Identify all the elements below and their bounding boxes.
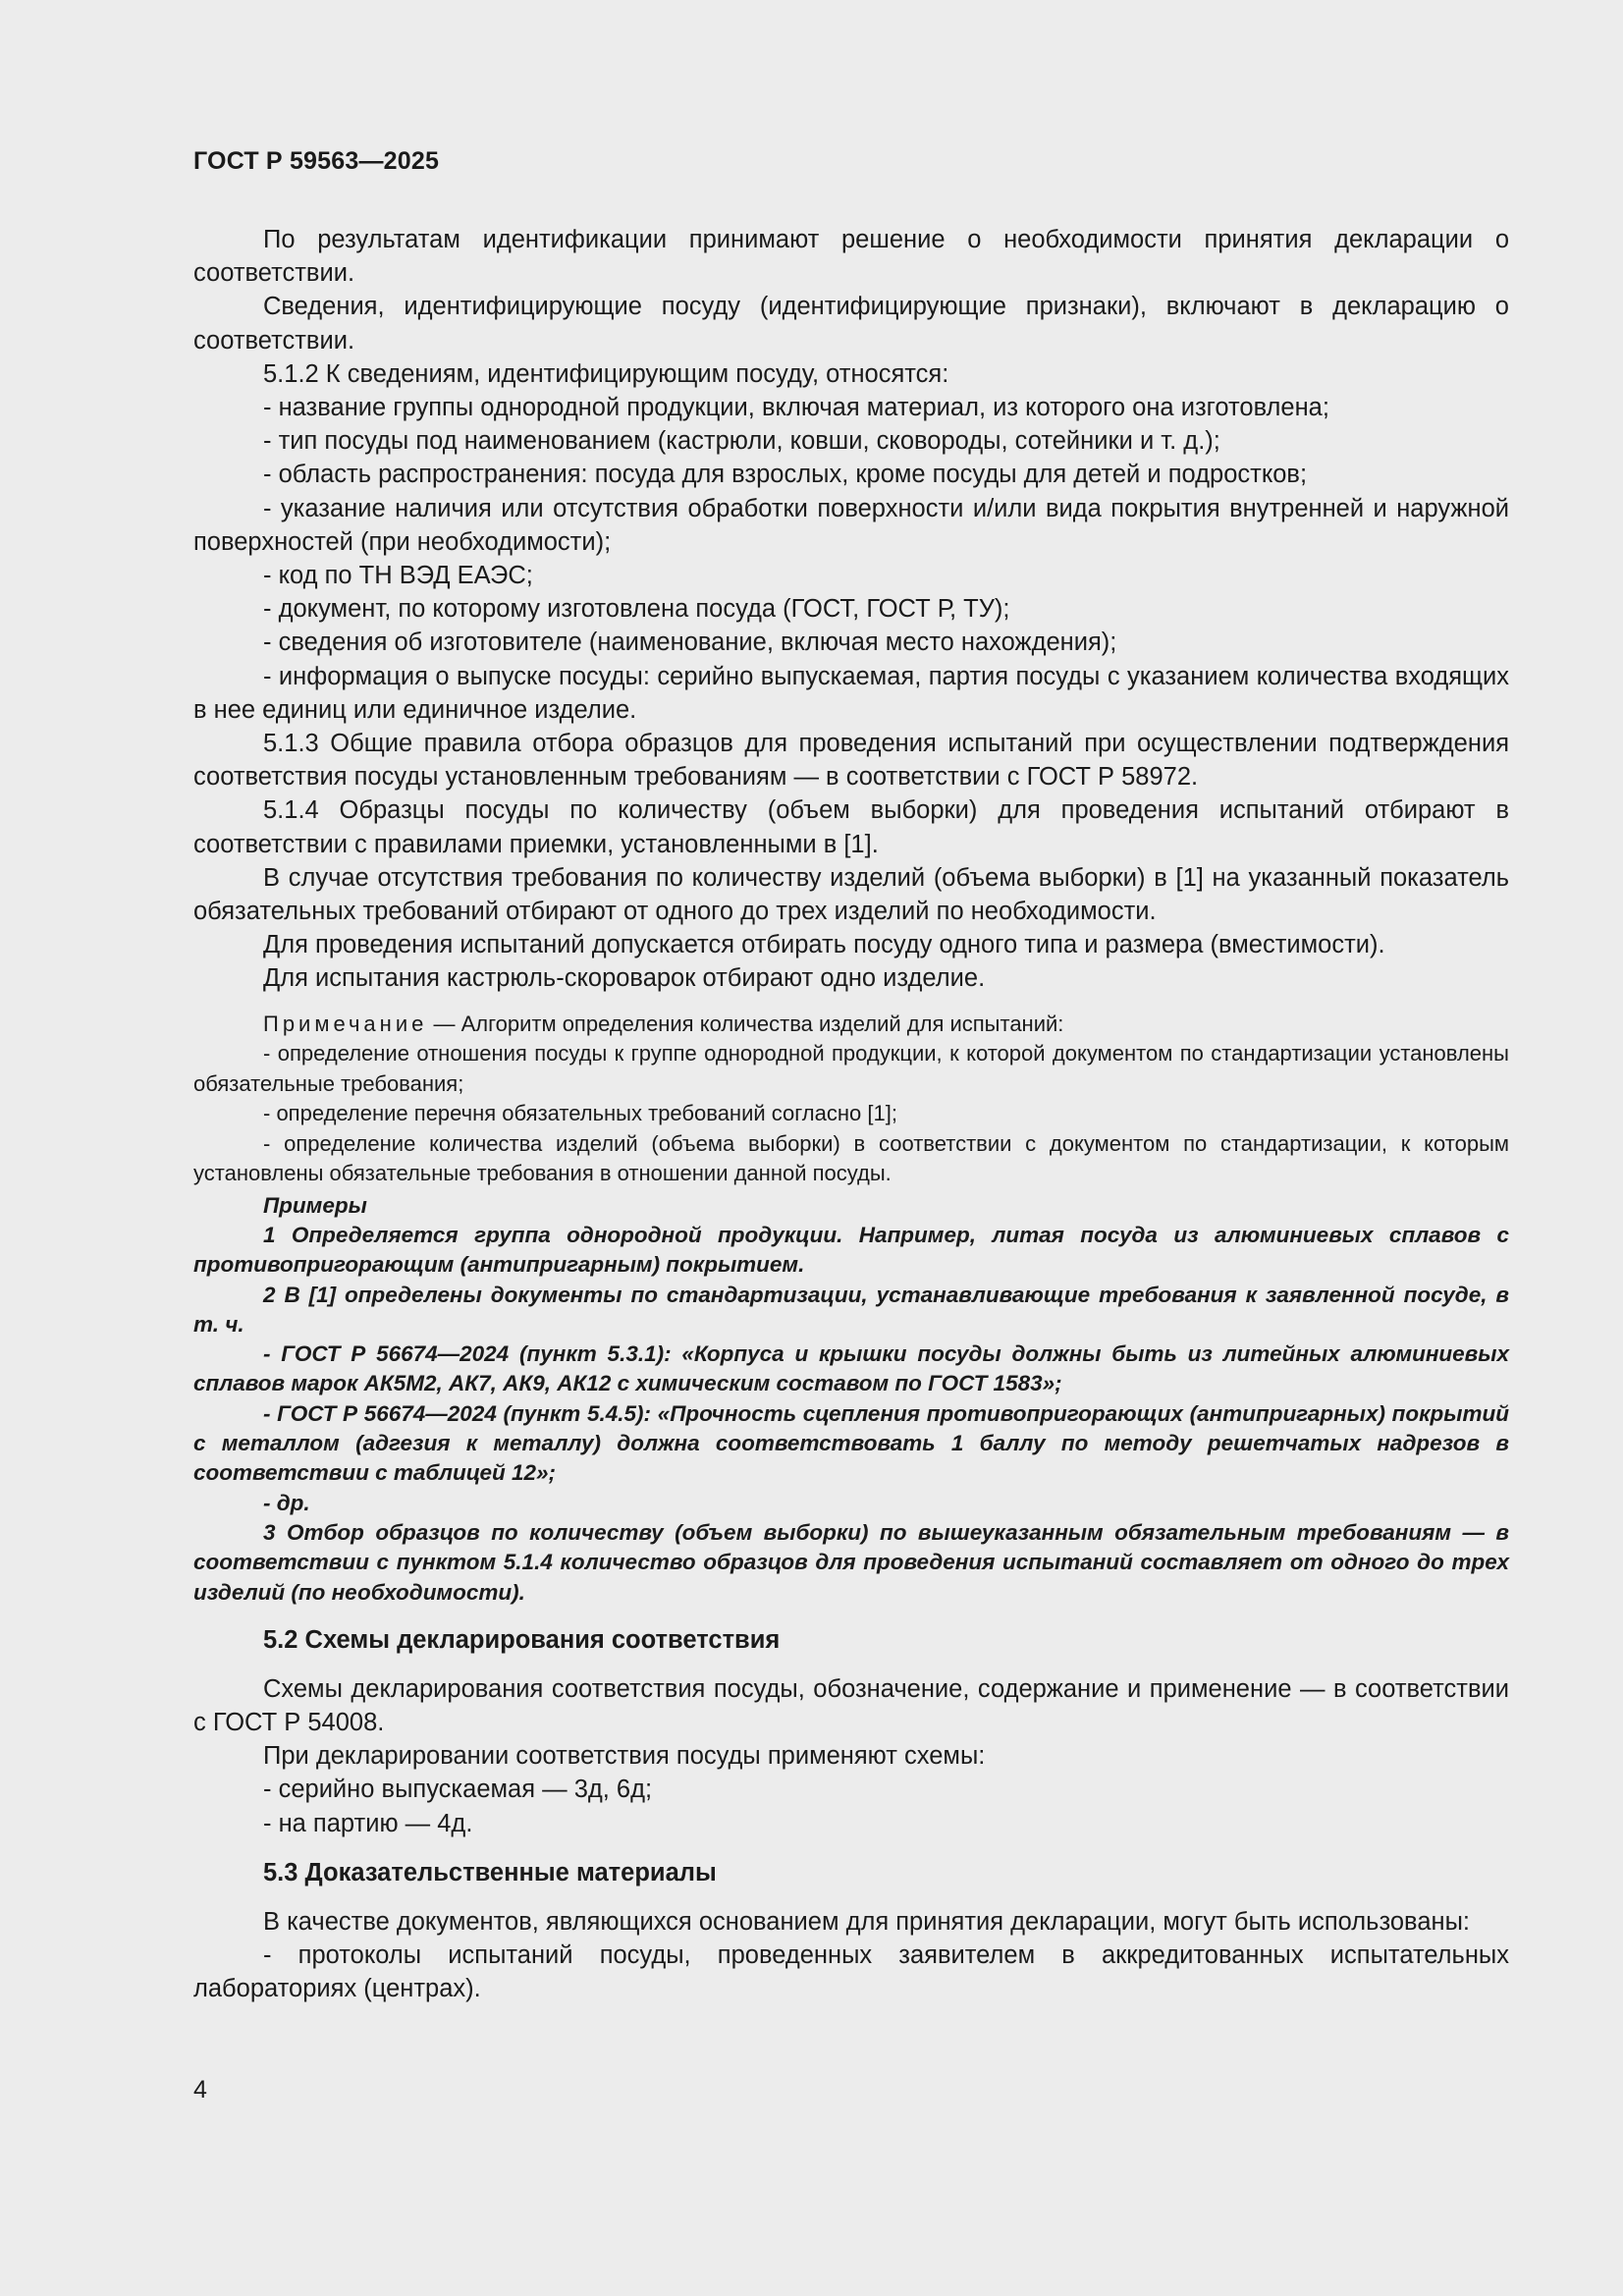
- note-item: - определение отношения посуды к группе однородной продукции, к которой документом по стандартизации установлены обязательные требования;: [193, 1041, 1509, 1096]
- note-text: — Алгоритм определения количества изделий для испытаний:: [427, 1011, 1064, 1036]
- list-item: - документ, по которому изготовлена посуда (ГОСТ, ГОСТ Р, ТУ);: [263, 595, 1010, 624]
- list-item: - информация о выпуске посуды: серийно выпускаемая, партия посуды с указанием количества входящих в нее единиц или единичное изделие.: [193, 662, 1509, 724]
- section-5-2: [193, 1623, 1509, 1840]
- page-number: 4: [193, 2076, 207, 2104]
- paragraph: Сведения, идентифицирующие посуду (идентифицирующие признаки), включают в декларацию о соответствии.: [193, 293, 1509, 355]
- clause-5-1-3: 5.1.3 Общие правила отбора образцов для проведения испытаний при осуществлении подтверждения соответствия посуды установленным требованиям — в соответствии с ГОСТ Р 58972.: [193, 730, 1509, 792]
- example-item: - ГОСТ Р 56674—2024 (пункт 5.3.1): «Корпуса и крышки посуды должны быть из литейных алюминиевых сплавов марок АК5М2, АК7, АК9, АК12 с химическим составом по ГОСТ 1583»;: [193, 1341, 1509, 1396]
- list-item: - тип посуды под наименованием (кастрюли, ковши, сковороды, сотейники и т. д.);: [263, 427, 1220, 456]
- paragraph: При декларировании соответствия посуды применяют схемы:: [263, 1742, 986, 1771]
- page-content: [193, 147, 1509, 2005]
- list-item: - на партию — 4д.: [263, 1809, 473, 1837]
- paragraph: В качестве документов, являющихся основанием для принятия декларации, могут быть использованы:: [263, 1907, 1470, 1936]
- note-label: Примечание: [263, 1011, 428, 1036]
- example-item: 1 Определяется группа однородной продукции. Например, литая посуда из алюминиевых сплавов с противопригорающим (антипригарным) покрытием.: [193, 1222, 1509, 1278]
- list-item: - название группы однородной продукции, включая материал, из которого она изготовлена;: [263, 394, 1329, 422]
- examples-title: Примеры: [263, 1192, 367, 1218]
- list-item: - указание наличия или отсутствия обработки поверхности и/или вида покрытия внутренней и наружной поверхностей (при необходимости);: [193, 494, 1509, 556]
- example-item: - ГОСТ Р 56674—2024 (пункт 5.4.5): «Прочность сцепления противопригорающих (антипригарных) покрытий с металлом (адгезия к металлу) должна соответствовать 1 баллу по методу решетчатых надрезов в соответствии с таблицей 12»;: [193, 1400, 1509, 1486]
- paragraph: Схемы декларирования соответствия посуды, обозначение, содержание и применение — в соответствии с ГОСТ Р 54008.: [193, 1674, 1509, 1737]
- document-code-header: ГОСТ Р 59563—2025: [193, 147, 440, 175]
- paragraph: Для испытания кастрюль-скороварок отбирают одно изделие.: [263, 964, 986, 993]
- examples-block: [193, 1191, 1509, 1608]
- note-item: - определение количества изделий (объема выборки) в соответствии с документом по стандартизации, к которым установлены обязательные требования в отношении данной посуды.: [193, 1130, 1509, 1186]
- list-item: - область распространения: посуда для взрослых, кроме посуды для детей и подростков;: [263, 461, 1308, 489]
- clause-5-1-2: 5.1.2 К сведениям, идентифицирующим посуду, относятся:: [263, 359, 949, 388]
- paragraph: По результатам идентификации принимают решение о необходимости принятия декларации о соответствии.: [193, 226, 1509, 288]
- example-item: 2 В [1] определены документы по стандартизации, устанавливающие требования к заявленной посуде, в т. ч.: [193, 1282, 1509, 1337]
- list-item: - серийно выпускаемая — 3д, 6д;: [263, 1776, 653, 1804]
- clause-5-1-4: 5.1.4 Образцы посуды по количеству (объем выборки) для проведения испытаний отбирают в соответствии с правилами приемки, установленными в [1].: [193, 796, 1509, 858]
- note-block: [193, 1010, 1509, 1189]
- paragraph: Для проведения испытаний допускается отбирать посуду одного типа и размера (вместимости).: [263, 931, 1385, 959]
- paragraph: В случае отсутствия требования по количеству изделий (объема выборки) в [1] на указанный показатель обязательных требований отбирают от одного до трех изделий по необходимости.: [193, 863, 1509, 926]
- example-item: - др.: [263, 1490, 310, 1515]
- example-item: 3 Отбор образцов по количеству (объем выборки) по вышеуказанным обязательным требованиям — в соответствии с пунктом 5.1.4 количество образцов для проведения испытаний составляет от одного до трех изделий (по необходимости).: [193, 1519, 1509, 1605]
- main-text: [193, 223, 1509, 996]
- list-item: - код по ТН ВЭД ЕАЭС;: [263, 562, 533, 590]
- list-item: - сведения об изготовителе (наименование, включая место нахождения);: [263, 629, 1117, 657]
- note-item: - определение перечня обязательных требований согласно [1];: [263, 1101, 897, 1126]
- list-item: - протоколы испытаний посуды, проведенных заявителем в аккредитованных испытательных лабораториях (центрах).: [193, 1941, 1509, 2003]
- section-heading: 5.2 Схемы декларирования соответствия: [263, 1625, 781, 1654]
- section-5-3: [193, 1856, 1509, 2006]
- section-heading: 5.3 Доказательственные материалы: [263, 1858, 717, 1886]
- note-intro: [193, 1010, 1509, 1040]
